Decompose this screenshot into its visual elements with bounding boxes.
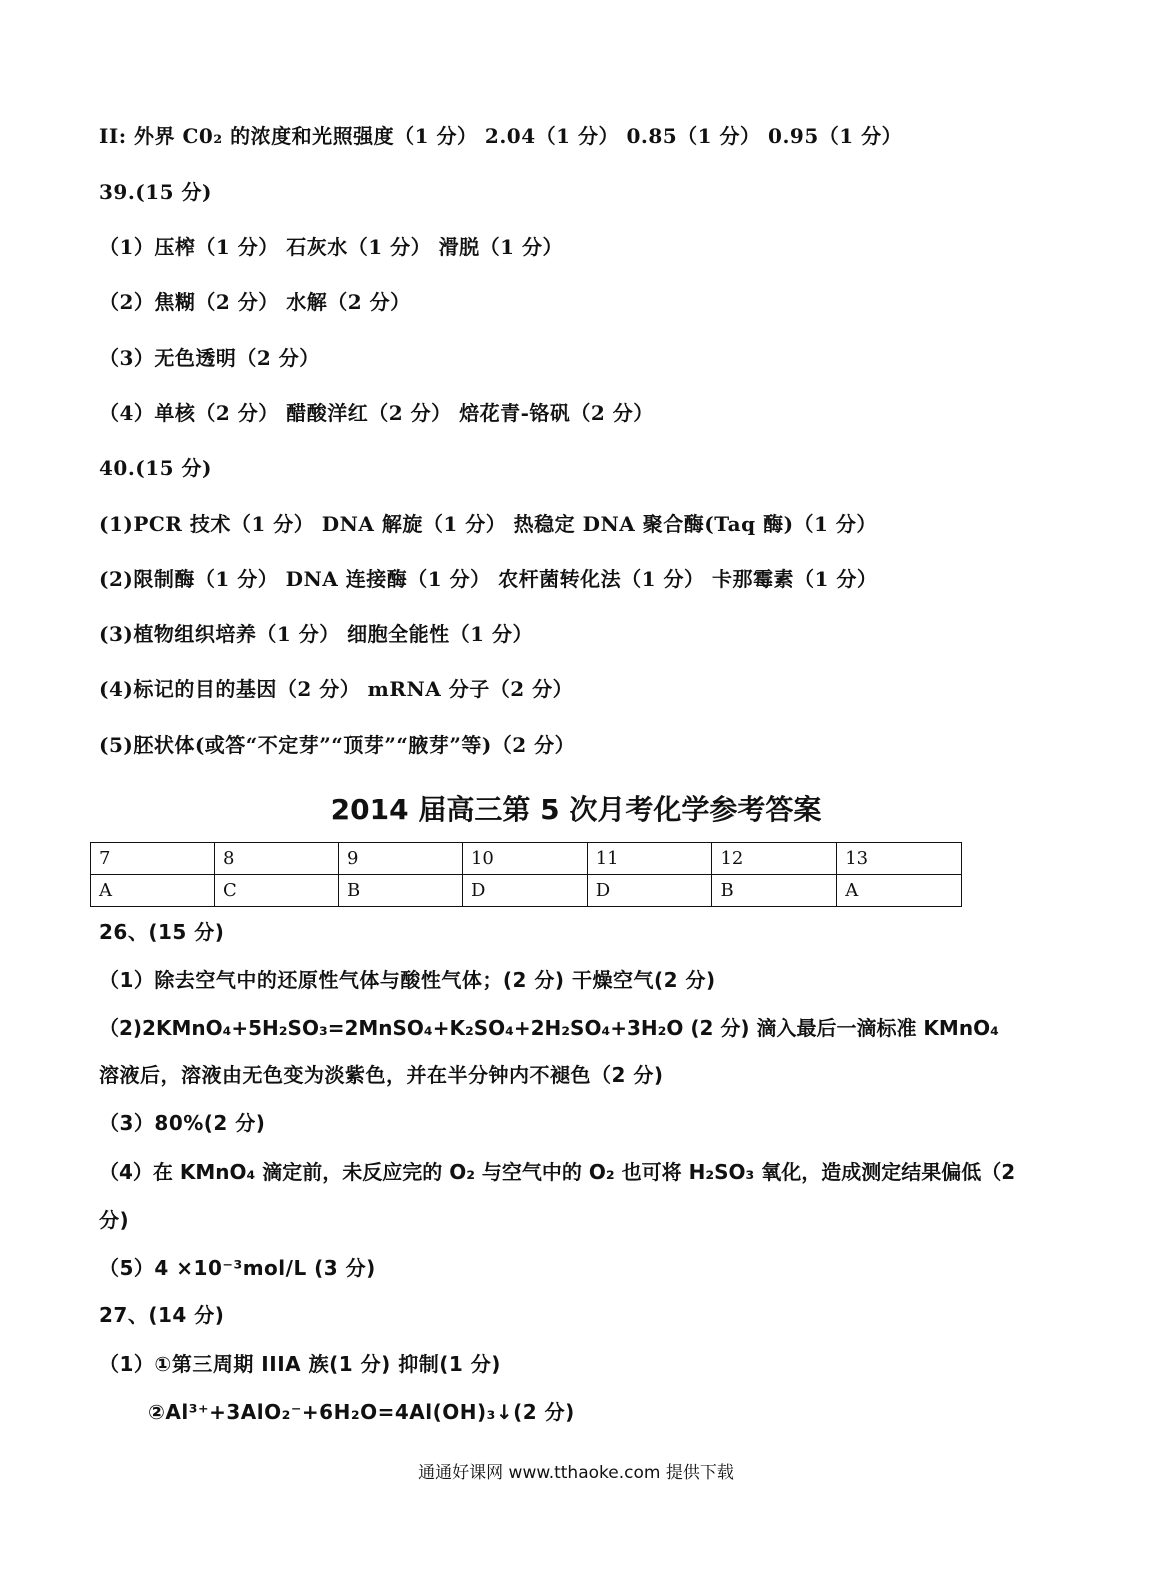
q26-part1: （1）除去空气中的还原性气体与酸性气体；(2 分) 干燥空气(2 分): [99, 968, 716, 992]
q26-heading: 26、(15 分): [99, 920, 225, 944]
q40-part4: (4)标记的目的基因（2 分） mRNA 分子（2 分）: [99, 677, 574, 701]
table-cell-question: 11: [587, 843, 712, 875]
table-cell-answer: B: [712, 875, 837, 907]
q26-part2-line2: 溶液后，溶液由无色变为淡紫色，并在半分钟内不褪色（2 分): [99, 1063, 664, 1087]
q27-heading: 27、(14 分): [99, 1303, 225, 1327]
q27-part1-line2: ②Al³⁺+3AlO₂⁻+6H₂O=4Al(OH)₃↓(2 分): [148, 1400, 575, 1424]
q26-part4-line1: （4）在 KMnO₄ 滴定前，未反应完的 O₂ 与空气中的 O₂ 也可将 H₂SO₃ 氧化，造成测定结果偏低（2: [99, 1160, 1016, 1184]
q40-heading: 40.(15 分): [99, 456, 213, 480]
q26-part4-line2: 分): [99, 1208, 130, 1232]
q40-part2: (2)限制酶（1 分） DNA 连接酶（1 分） 农杆菌转化法（1 分） 卡那霉素（1 分）: [99, 567, 878, 591]
table-cell-question: 8: [214, 843, 338, 875]
chem-answer-title: 2014 届高三第 5 次月考化学参考答案: [330, 793, 822, 826]
table-cell-answer: A: [91, 875, 215, 907]
table-cell-question: 9: [338, 843, 462, 875]
q40-part5: (5)胚状体(或答“不定芽”“顶芽”“腋芽”等)（2 分）: [99, 733, 576, 757]
table-row-answers: [91, 875, 962, 907]
q39-part3: （3）无色透明（2 分）: [99, 346, 320, 370]
q39-part2: （2）焦糊（2 分） 水解（2 分）: [99, 290, 411, 314]
table-cell-question: 12: [712, 843, 837, 875]
table-cell-question: 13: [837, 843, 962, 875]
answer-table: [90, 842, 962, 907]
q40-part1: (1)PCR 技术（1 分） DNA 解旋（1 分） 热稳定 DNA 聚合酶(Taq 酶)（1 分）: [99, 512, 877, 536]
q26-part3: （3）80%(2 分): [99, 1111, 266, 1135]
q26-part5: （5）4 ×10⁻³mol/L (3 分): [99, 1256, 376, 1280]
footer-source: 通通好课网 www.tthaoke.com 提供下载: [418, 1463, 734, 1483]
q27-part1-line1: （1）①第三周期 IIIA 族(1 分) 抑制(1 分): [99, 1352, 501, 1376]
q38-ii-answer: II: 外界 C0₂ 的浓度和光照强度（1 分） 2.04（1 分） 0.85（1 分） 0.95（1 分）: [99, 124, 903, 148]
table-cell-answer: C: [214, 875, 338, 907]
table-row-questions: [91, 843, 962, 875]
q26-part2-line1: （2)2KMnO₄+5H₂SO₃=2MnSO₄+K₂SO₄+2H₂SO₄+3H₂O (2 分) 滴入最后一滴标准 KMnO₄: [99, 1016, 999, 1040]
table-cell-answer: D: [462, 875, 587, 907]
q39-part1: （1）压榨（1 分） 石灰水（1 分） 滑脱（1 分）: [99, 235, 563, 259]
table-cell-answer: A: [837, 875, 962, 907]
q40-part3: (3)植物组织培养（1 分） 细胞全能性（1 分）: [99, 622, 534, 646]
table-cell-question: 7: [91, 843, 215, 875]
q39-part4: （4）单核（2 分） 醋酸洋红（2 分） 焙花青-铬矾（2 分）: [99, 401, 654, 425]
table-cell-answer: D: [587, 875, 712, 907]
table-cell-answer: B: [338, 875, 462, 907]
q39-heading: 39.(15 分): [99, 180, 213, 204]
table-cell-question: 10: [462, 843, 587, 875]
